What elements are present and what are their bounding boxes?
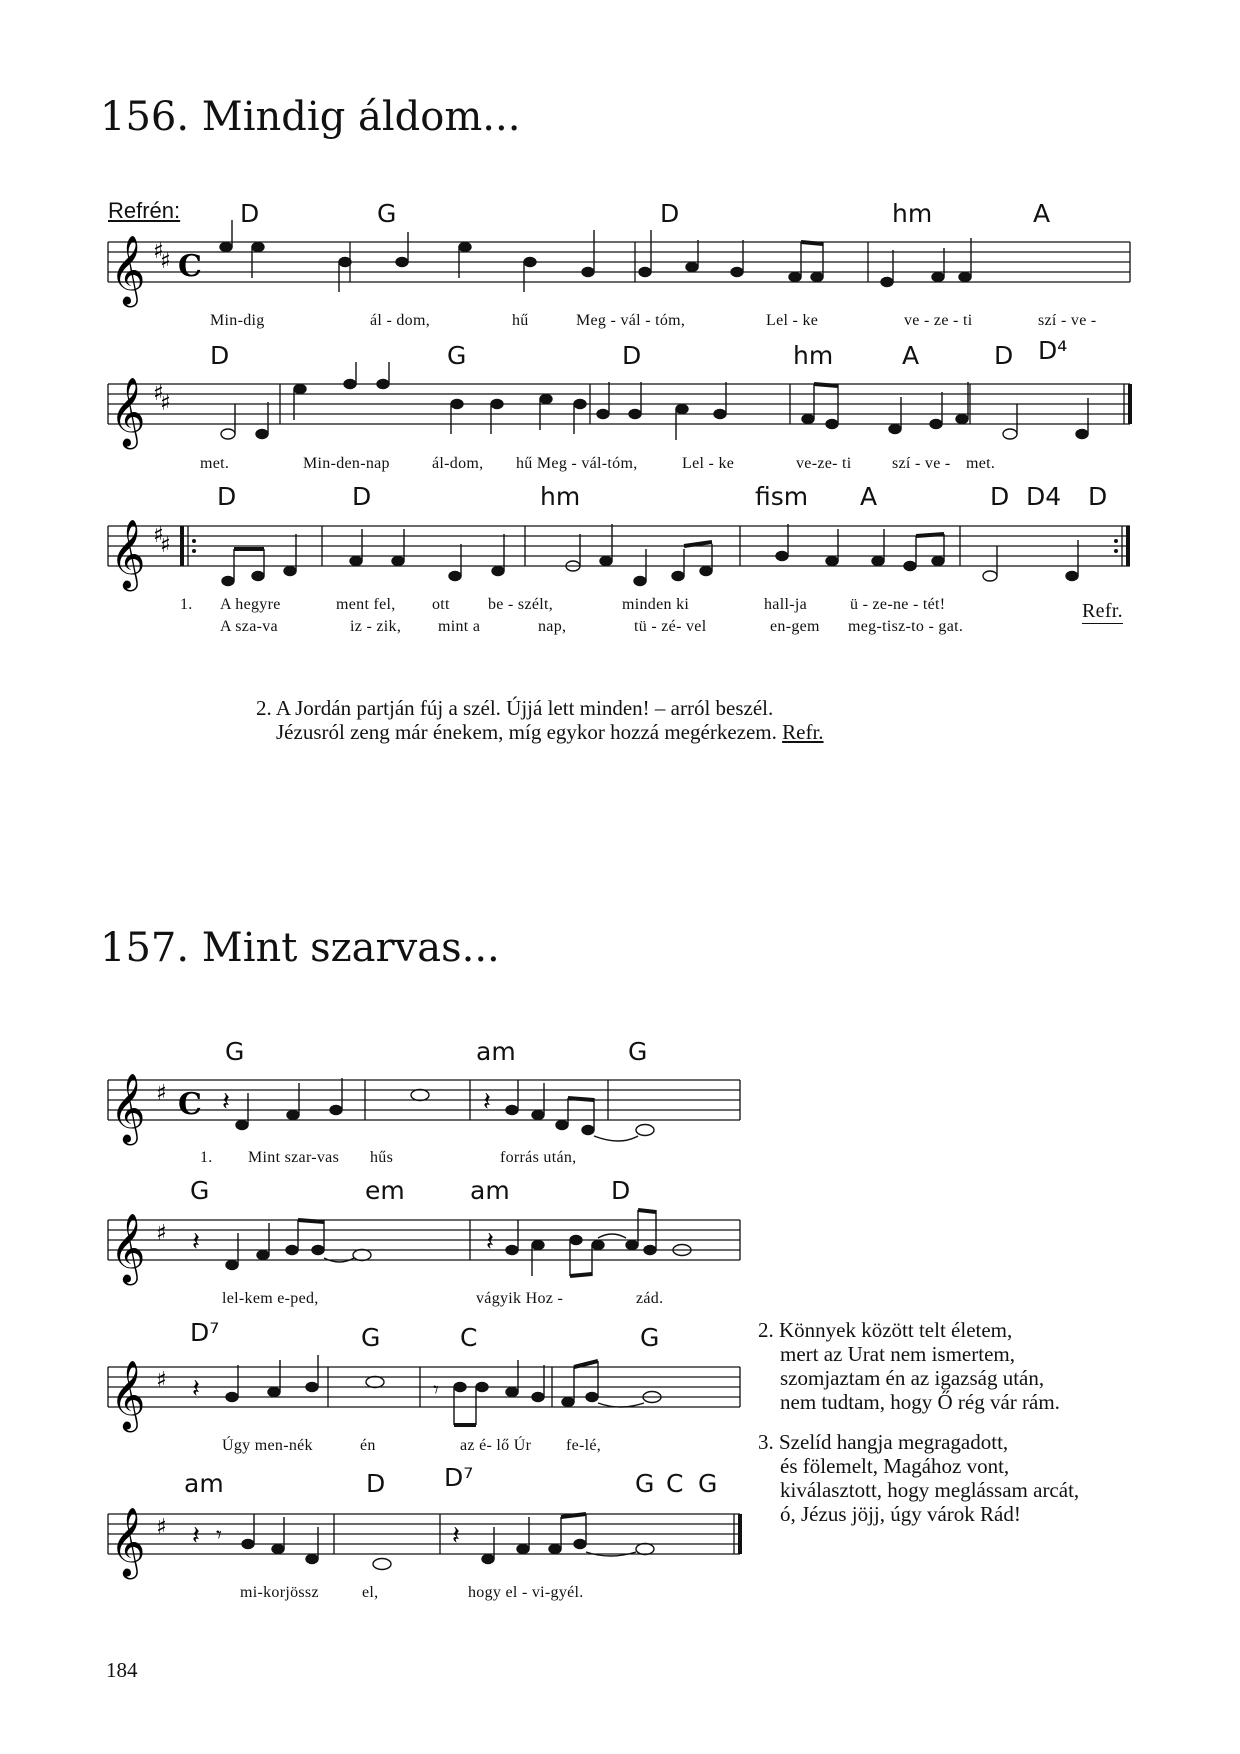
svg-text:♯: ♯ [156, 1368, 167, 1393]
song-157-title: 157. Mint szarvas... [100, 925, 500, 971]
verse-line: kiválasztott, hogy meglássam arcát, [780, 1478, 1080, 1502]
verse-number: 1. [180, 596, 193, 613]
lyric: hogy el - vi-gyél. [468, 1584, 584, 1601]
lyric: vágyik Hoz - [476, 1290, 564, 1307]
chord: G [361, 1323, 381, 1352]
svg-text:𝄞: 𝄞 [110, 1213, 146, 1283]
chord: A [1033, 199, 1051, 228]
svg-text:𝄽: 𝄽 [483, 1087, 491, 1117]
svg-text:𝄞: 𝄞 [110, 1073, 146, 1143]
song-156-title: 156. Mindig áldom... [100, 94, 521, 140]
lyric: forrás után, [500, 1149, 577, 1166]
lyric: Lel - ke [682, 455, 735, 472]
lyric: tü - zé- vel [634, 618, 707, 635]
chord: A [902, 341, 920, 370]
verse-2 [758, 1318, 1060, 1414]
lyric: hű [512, 312, 529, 329]
chord: D⁷ [444, 1463, 474, 1492]
svg-text:𝄽: 𝄽 [192, 1374, 200, 1404]
svg-text:𝄞: 𝄞 [110, 377, 146, 447]
chord: am [184, 1469, 224, 1498]
chord: am [476, 1037, 516, 1066]
verse-2-text: Jézusról zeng már énekem, míg egykor hozzá megérkezem. [276, 720, 777, 744]
chord: G [698, 1469, 718, 1498]
svg-text:𝄽: 𝄽 [192, 1227, 200, 1257]
lyric: hall-ja [764, 596, 807, 613]
lyric: nap, [538, 618, 567, 635]
svg-text:𝄞: 𝄞 [110, 1507, 146, 1577]
svg-text:♯: ♯ [160, 249, 171, 274]
svg-text:♯: ♯ [160, 533, 171, 558]
svg-text:𝄾: 𝄾 [216, 1523, 222, 1548]
lyric: az é- lő Úr [460, 1437, 532, 1454]
lyric: Min-den-nap [303, 455, 390, 472]
lyric: meg-tisz-to - gat. [848, 618, 964, 635]
lyric: Min-dig [210, 312, 265, 329]
svg-text:♯: ♯ [160, 391, 171, 416]
chord: G [635, 1469, 655, 1498]
lyric: el, [362, 1584, 379, 1601]
lyric: iz - zik, [350, 618, 402, 635]
svg-text:𝄾: 𝄾 [433, 1378, 439, 1403]
chord: D [660, 199, 680, 228]
svg-text:𝄽: 𝄽 [452, 1521, 460, 1551]
lyric: én [360, 1437, 376, 1454]
lyric: met. [200, 455, 230, 472]
chord: D [622, 341, 642, 370]
chord: G [628, 1037, 648, 1066]
chord: D [352, 482, 372, 511]
svg-text:𝄽: 𝄽 [192, 1521, 200, 1551]
verse-line: nem tudtam, hogy Ő rég vár rám. [780, 1390, 1060, 1414]
chord: G [640, 1323, 660, 1352]
svg-text:𝄞: 𝄞 [110, 519, 146, 589]
chord: D⁷ [190, 1318, 220, 1347]
lyric: mi-korjössz [240, 1584, 319, 1601]
chord: D [217, 482, 237, 511]
lyric: lel-kem e-ped, [222, 1290, 319, 1307]
chord: D [366, 1469, 386, 1498]
verse-2-line-1: 2. A Jordán partján fúj a szél. Újjá lett minden! – arról beszél. [256, 696, 774, 720]
chord: D [990, 482, 1010, 511]
lyric: met. [966, 455, 996, 472]
chord: C [666, 1469, 684, 1498]
chord: D [240, 199, 260, 228]
svg-text:𝄽: 𝄽 [486, 1227, 494, 1257]
refrain-marker: Refr. [1082, 600, 1123, 622]
verse-line: és fölemelt, Magához vont, [780, 1454, 1010, 1478]
chord: hm [892, 199, 933, 228]
lyric: hű Meg - vál-tóm, [516, 455, 638, 472]
svg-text:𝄽: 𝄽 [222, 1087, 230, 1117]
lyric: en-gem [770, 618, 820, 635]
lyric: ü - ze-ne - tét! [850, 596, 946, 613]
verse-line: mert az Urat nem ismertem, [780, 1342, 1015, 1366]
lyric: szí - ve - [892, 455, 951, 472]
chord: D [611, 1176, 631, 1205]
svg-text:♯: ♯ [153, 381, 164, 406]
chord: A [860, 482, 878, 511]
chord: D⁴ [1038, 336, 1068, 365]
svg-text:𝄞: 𝄞 [110, 1360, 146, 1430]
svg-text:C: C [178, 1087, 202, 1122]
lyric: A sza-va [220, 618, 278, 635]
lyric: szí - ve - [1038, 312, 1097, 329]
music-staff [100, 1345, 760, 1455]
svg-text:C: C [178, 249, 202, 284]
lyric: ott [432, 596, 450, 613]
chord: G [225, 1037, 245, 1066]
chord: hm [793, 341, 834, 370]
chord: hm [540, 482, 581, 511]
lyric: ál - dom, [370, 312, 431, 329]
lyric: ment fel, [336, 596, 396, 613]
chord: em [365, 1176, 405, 1205]
page-number: 184 [106, 1658, 138, 1682]
verse-line: ó, Jézus jöjj, úgy várok Rád! [780, 1502, 1021, 1526]
lyric: A hegyre [220, 596, 281, 613]
verse-line: szomjaztam én az igazság után, [780, 1366, 1045, 1390]
chord: G [190, 1176, 210, 1205]
svg-text:♯: ♯ [156, 1515, 167, 1540]
chord: D4 [1026, 482, 1062, 511]
svg-text:♯: ♯ [153, 239, 164, 264]
lyric: Lel - ke [766, 312, 819, 329]
lyric: ve-ze- ti [796, 455, 852, 472]
chord: fism [755, 482, 809, 511]
chord: D [1088, 482, 1108, 511]
refrain-label: Refrén: [108, 198, 181, 223]
lyric: ál-dom, [432, 455, 484, 472]
verse-line: 2. Könnyek között telt életem, [758, 1318, 1013, 1342]
svg-text:𝄞: 𝄞 [110, 235, 146, 305]
chord: G [377, 199, 397, 228]
refrain-marker: Refr. [782, 720, 824, 744]
lyric: minden ki [622, 596, 690, 613]
lyric: Meg - vál - tóm, [576, 312, 686, 329]
verse-line: 3. Szelíd hangja megragadott, [758, 1430, 1009, 1454]
svg-text:♯: ♯ [156, 1081, 167, 1106]
lyric: be - szélt, [488, 596, 554, 613]
svg-text:♯: ♯ [156, 1221, 167, 1246]
music-staff [100, 1058, 760, 1168]
verse-number: 1. [200, 1149, 213, 1166]
svg-text:♯: ♯ [153, 523, 164, 548]
lyric: fe-lé, [566, 1437, 602, 1454]
verse-2-line-2 [276, 720, 824, 744]
chord: D [994, 341, 1014, 370]
lyric: Mint szar-vas [248, 1149, 340, 1166]
verse-3 [758, 1430, 1079, 1526]
chord: G [447, 341, 467, 370]
lyric: Úgy men-nék [222, 1437, 313, 1454]
chord: C [460, 1323, 478, 1352]
lyric: mint a [438, 618, 481, 635]
lyric: hűs [370, 1149, 394, 1166]
music-staff [100, 1492, 760, 1602]
lyric: ve - ze - ti [904, 312, 973, 329]
chord: D [210, 341, 230, 370]
lyric: zád. [636, 1290, 664, 1307]
chord: am [470, 1176, 510, 1205]
